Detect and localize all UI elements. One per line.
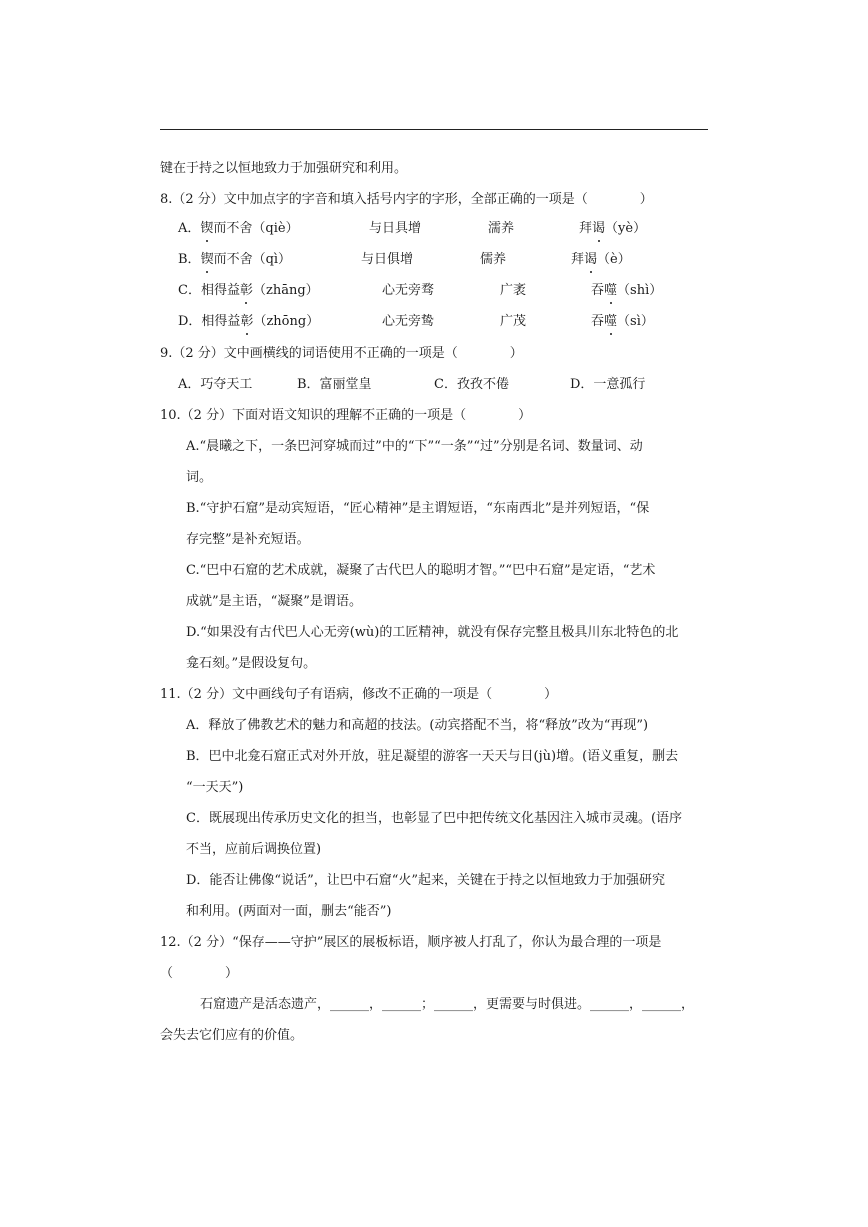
dotted-char: 锲 [200, 219, 213, 239]
q10-option-d[interactable]: D.“如果没有古代巴人心无旁(wù)的工匠精神，就没有保存完整且极具川东北特色的北 [186, 625, 679, 640]
q10-option-c[interactable]: C.“巴中石窟的艺术成就，凝聚了古代巴人的聪明才智。”“巴中石窟”是定语，“艺术 [186, 563, 656, 578]
q8-option-c[interactable]: C．相得益彰（zhāng） [178, 281, 319, 301]
question-9: 9.（2 分）文中画横线的词语使用不正确的一项是（ ） [160, 346, 523, 361]
q8-option-a-word3: 濡养 [488, 221, 515, 236]
q10-option-d-cont: 龛石刻。”是假设复句。 [186, 656, 317, 671]
q8-option-d-word3: 广茂 [500, 314, 527, 329]
q9-option-a[interactable]: A．巧夺天工 [178, 377, 253, 392]
q10-option-a-cont: 词。 [186, 470, 213, 485]
dotted-char: 彰 [240, 312, 253, 332]
q8-option-d-word4: 吞噬（sì） [591, 312, 654, 332]
q8-option-b-word2: 与日俱增 [361, 252, 414, 267]
q8-option-d-word2: 心无旁鸷 [382, 314, 435, 329]
q8-option-c-word4: 吞噬（shì） [591, 281, 662, 301]
q11-option-b-cont: “一天天”) [186, 780, 244, 795]
question-8: 8.（2 分）文中加点字的字音和填入括号内字的字形，全部正确的一项是（ ） [160, 192, 653, 207]
q10-option-c-cont: 成就”是主语，“凝聚”是谓语。 [186, 594, 362, 609]
q9-option-c[interactable]: C．孜孜不倦 [434, 377, 509, 392]
q8-option-b[interactable]: B．锲而不舍（qì） [178, 250, 291, 270]
dotted-char: 噬 [604, 281, 617, 301]
q11-option-d-cont: 和利用。(两面对一面，删去“能否”) [186, 904, 392, 919]
dotted-char: 锲 [201, 250, 214, 270]
q8-option-a[interactable]: A．锲而不舍（qiè） [178, 219, 299, 239]
q8-option-d[interactable]: D．相得益彰（zhōng） [178, 312, 319, 332]
q11-option-c[interactable]: C．既展现出传承历史文化的担当，也彰显了巴中把传统文化基因注入城市灵魂。(语序 [186, 811, 683, 826]
question-11: 11.（2 分）文中画线句子有语病，修改不正确的一项是（ ） [160, 687, 558, 702]
q10-option-b[interactable]: B.“守护石窟”是动宾短语，“匠心精神”是主谓短语，“东南西北”是并列短语，“保 [186, 501, 650, 516]
header-rule [160, 129, 708, 130]
question-12: 12.（2 分）“保存——守护”展区的展板标语，顺序被人打乱了，你认为最合理的一项是 [160, 935, 662, 950]
q12-stem-text-cont: 会失去它们应有的价值。 [160, 1028, 304, 1043]
q12-stem-text: 石窟遗产是活态遗产，______，______；______，更需要与时俱进。______，______， [200, 997, 695, 1012]
dotted-char: 谒 [592, 219, 605, 239]
q11-option-a[interactable]: A．释放了佛教艺术的魅力和高超的技法。(动宾搭配不当，将“释放”改为“再现”) [186, 718, 649, 733]
question-12-paren: （ ） [160, 966, 239, 981]
q8-option-c-word3: 广袤 [500, 283, 527, 298]
q9-option-b[interactable]: B．富丽堂皇 [297, 377, 372, 392]
q10-option-a[interactable]: A.“晨曦之下，一条巴河穿城而过”中的“下”“一条”“过”分别是名词、数量词、动 [186, 439, 643, 454]
question-10: 10.（2 分）下面对语文知识的理解不正确的一项是（ ） [160, 408, 532, 423]
q8-option-a-word2: 与日具增 [369, 221, 422, 236]
q9-option-d[interactable]: D．一意孤行 [570, 377, 646, 392]
q8-option-b-word4: 拜谒（è） [571, 250, 631, 270]
q11-option-c-cont: 不当，应前后调换位置) [186, 842, 322, 857]
q8-option-c-word2: 心无旁骛 [382, 283, 435, 298]
q11-option-b[interactable]: B．巴中北龛石窟正式对外开放，驻足凝望的游客一天天与日(jù)增。(语义重复，删去 [186, 749, 679, 764]
q10-option-b-cont: 存完整”是补充短语。 [186, 532, 310, 547]
q8-option-b-word3: 儒养 [480, 252, 507, 267]
q8-option-a-word4: 拜谒（yè） [579, 219, 646, 239]
dotted-char: 彰 [240, 281, 253, 301]
q11-option-d[interactable]: D．能否让佛像“说话”，让巴中石窟“火”起来，关键在于持之以恒地致力于加强研究 [186, 873, 666, 888]
dotted-char: 噬 [604, 312, 617, 332]
dotted-char: 谒 [584, 250, 597, 270]
continuation-text: 键在于持之以恒地致力于加强研究和利用。 [160, 161, 408, 176]
